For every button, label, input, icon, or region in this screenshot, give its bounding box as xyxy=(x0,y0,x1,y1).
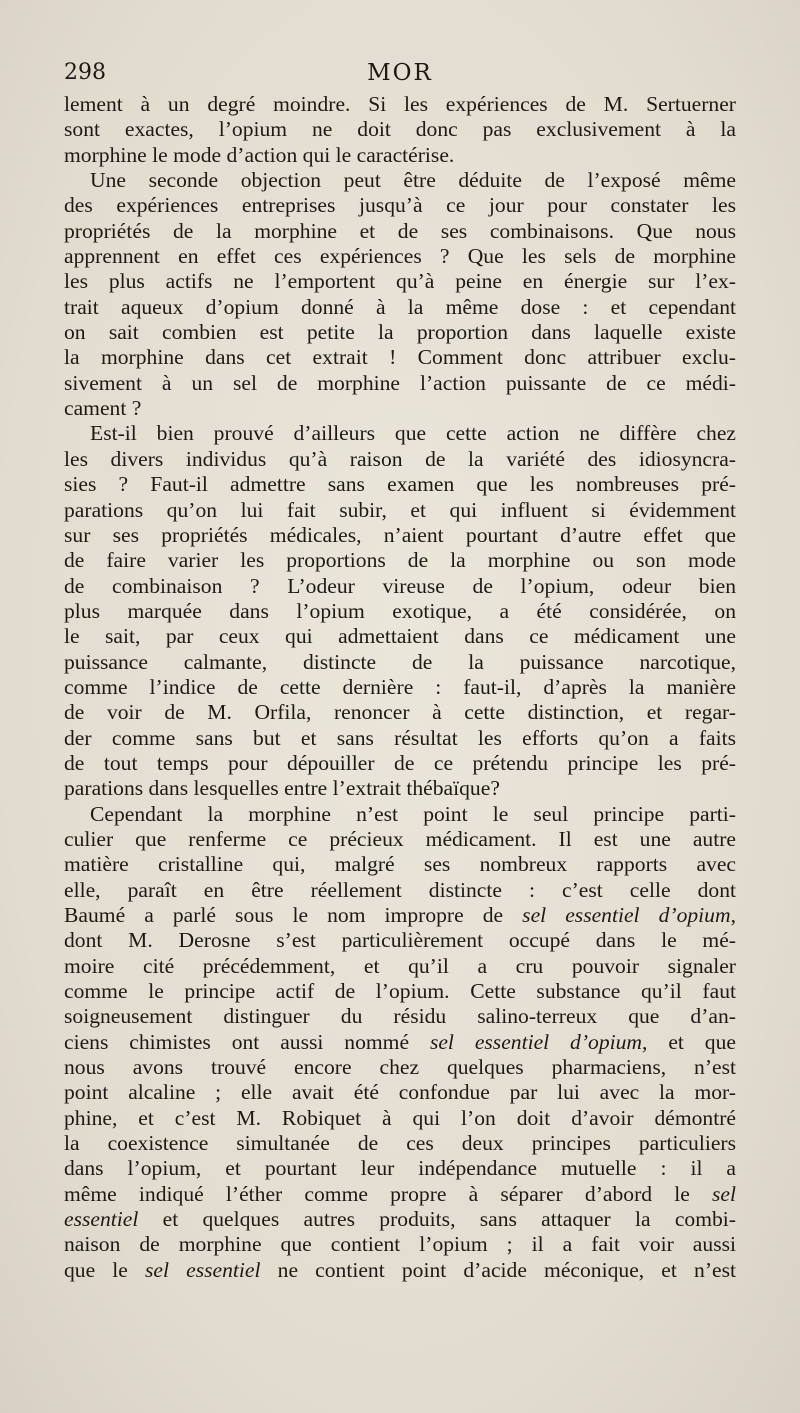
text-line: le sait, par ceux qui admettaient dans ce médicament une xyxy=(64,624,736,649)
text-line: comme le principe actif de l’opium. Cette substance qu’il faut xyxy=(64,979,736,1004)
italic-term: sel essentiel d’opium xyxy=(522,903,731,927)
text-line: morphine le mode d’action qui le caractérise. xyxy=(64,142,455,167)
text-line: dont M. Derosne s’est particulièrement occupé dans le mé- xyxy=(64,928,736,953)
text-line: nous avons trouvé encore chez quelques pharmaciens, n’est xyxy=(64,1055,736,1080)
text-line: moire cité précédemment, et qu’il a cru pouvoir signaler xyxy=(64,953,736,978)
text-line xyxy=(64,903,736,928)
text-line: elle, paraît en être réellement distincte : c’est celle dont xyxy=(64,877,736,902)
text-line: de tout temps pour dépouiller de ce prétendu principe les pré- xyxy=(64,750,736,775)
text-line: sur ses propriétés médicales, n’aient pourtant d’autre effet que xyxy=(64,522,736,547)
text-line: dans l’opium, et pourtant leur indépendance mutuelle : il a xyxy=(64,1156,736,1181)
text-line: parations dans lesquelles entre l’extrait thébaïque? xyxy=(64,776,500,801)
running-head: MOR xyxy=(367,60,433,86)
text-line: de faire varier les proportions de la morphine ou son mode xyxy=(64,548,736,573)
text-run: , xyxy=(730,903,736,927)
text-line: lement à un degré moindre. Si les expériences de M. Sertuerner xyxy=(64,92,736,116)
text-line: apprennent en effet ces expériences ? Que les sels de morphine xyxy=(64,244,736,269)
text-line: les plus actifs ne l’emportent qu’à peine en énergie sur l’ex- xyxy=(64,269,736,294)
text-line: on sait combien est petite la proportion dans laquelle existe xyxy=(64,320,736,345)
text-line: point alcaline ; elle avait été confondue par lui avec la mor- xyxy=(64,1080,736,1105)
text-line: de combinaison ? L’odeur vireuse de l’opium, odeur bien xyxy=(64,573,736,598)
italic-term: sel xyxy=(712,1181,736,1206)
page-header xyxy=(64,60,736,94)
text-line: de voir de M. Orfila, renoncer à cette distinction, et regar- xyxy=(64,700,736,725)
text-line: plus marquée dans l’opium exotique, a été considérée, on xyxy=(64,598,736,623)
text-line: phine, et c’est M. Robiquet à qui l’on doit d’avoir démontré xyxy=(64,1105,736,1130)
text-line: Est-il bien prouvé d’ailleurs que cette action ne diffère chez xyxy=(90,421,736,446)
italic-term: sel essentiel d’opium xyxy=(429,1029,643,1054)
text-line: soigneusement distinguer du résidu salino-terreux que d’an- xyxy=(64,1004,736,1029)
text-run: ne contient point d’acide méconique, et n’est xyxy=(260,1257,736,1282)
text-run: Baumé a parlé sous le nom impropre de xyxy=(64,903,523,927)
text-line: parations qu’on lui fait subir, et qui influent si évidemment xyxy=(64,497,736,522)
text-line: trait aqueux d’opium donné à la même dose : et cependant xyxy=(64,294,736,319)
text-line: des expériences entreprises jusqu’à ce jour pour constater les xyxy=(64,193,736,218)
text-run: et quelques autres produits, sans attaquer la combi- xyxy=(138,1207,736,1232)
text-line: cament ? xyxy=(64,396,142,421)
text-line: sies ? Faut-il admettre sans examen que les nombreuses pré- xyxy=(64,472,736,497)
italic-term: sel essentiel xyxy=(145,1257,261,1282)
text-line: der comme sans but et sans résultat les efforts qu’on a faits xyxy=(64,725,736,750)
text-line: comme l’indice de cette dernière : faut-il, d’après la manière xyxy=(64,674,736,699)
page-number: 298 xyxy=(64,60,106,85)
text-run: ciens chimistes ont aussi nommé xyxy=(64,1029,430,1054)
text-line: naison de morphine que contient l’opium ; il a fait voir aussi xyxy=(64,1232,736,1257)
text-line: les divers individus qu’à raison de la variété des idiosyncra- xyxy=(64,446,736,471)
body-text xyxy=(64,92,736,1283)
text-line: propriétés de la morphine et de ses combinaisons. Que nous xyxy=(64,218,736,243)
text-line: culier que renferme ce précieux médicament. Il est une autre xyxy=(64,826,736,851)
text-line: la coexistence simultanée de ces deux principes particuliers xyxy=(64,1131,736,1156)
text-line xyxy=(64,1207,736,1232)
text-line xyxy=(64,1030,736,1055)
text-line: puissance calmante, distincte de la puissance narcotique, xyxy=(64,649,736,674)
text-line: sont exactes, l’opium ne doit donc pas exclusivement à la xyxy=(64,117,736,142)
italic-term: essentiel xyxy=(64,1207,139,1232)
text-line: sivement à un sel de morphine l’action puissante de ce médi- xyxy=(64,370,736,395)
text-line: la morphine dans cet extrait ! Comment donc attribuer exclu- xyxy=(64,345,736,370)
text-line xyxy=(64,1258,736,1283)
text-run: , et que xyxy=(642,1029,736,1054)
text-line xyxy=(64,1182,736,1207)
text-run: que le xyxy=(64,1257,146,1282)
text-line: matière cristalline qui, malgré ses nombreux rapports avec xyxy=(64,852,736,877)
text-line: Une seconde objection peut être déduite de l’exposé même xyxy=(90,168,736,193)
text-run: même indiqué l’éther comme propre à séparer d’abord le xyxy=(64,1181,712,1206)
text-line: Cependant la morphine n’est point le seul principe parti- xyxy=(90,801,736,826)
